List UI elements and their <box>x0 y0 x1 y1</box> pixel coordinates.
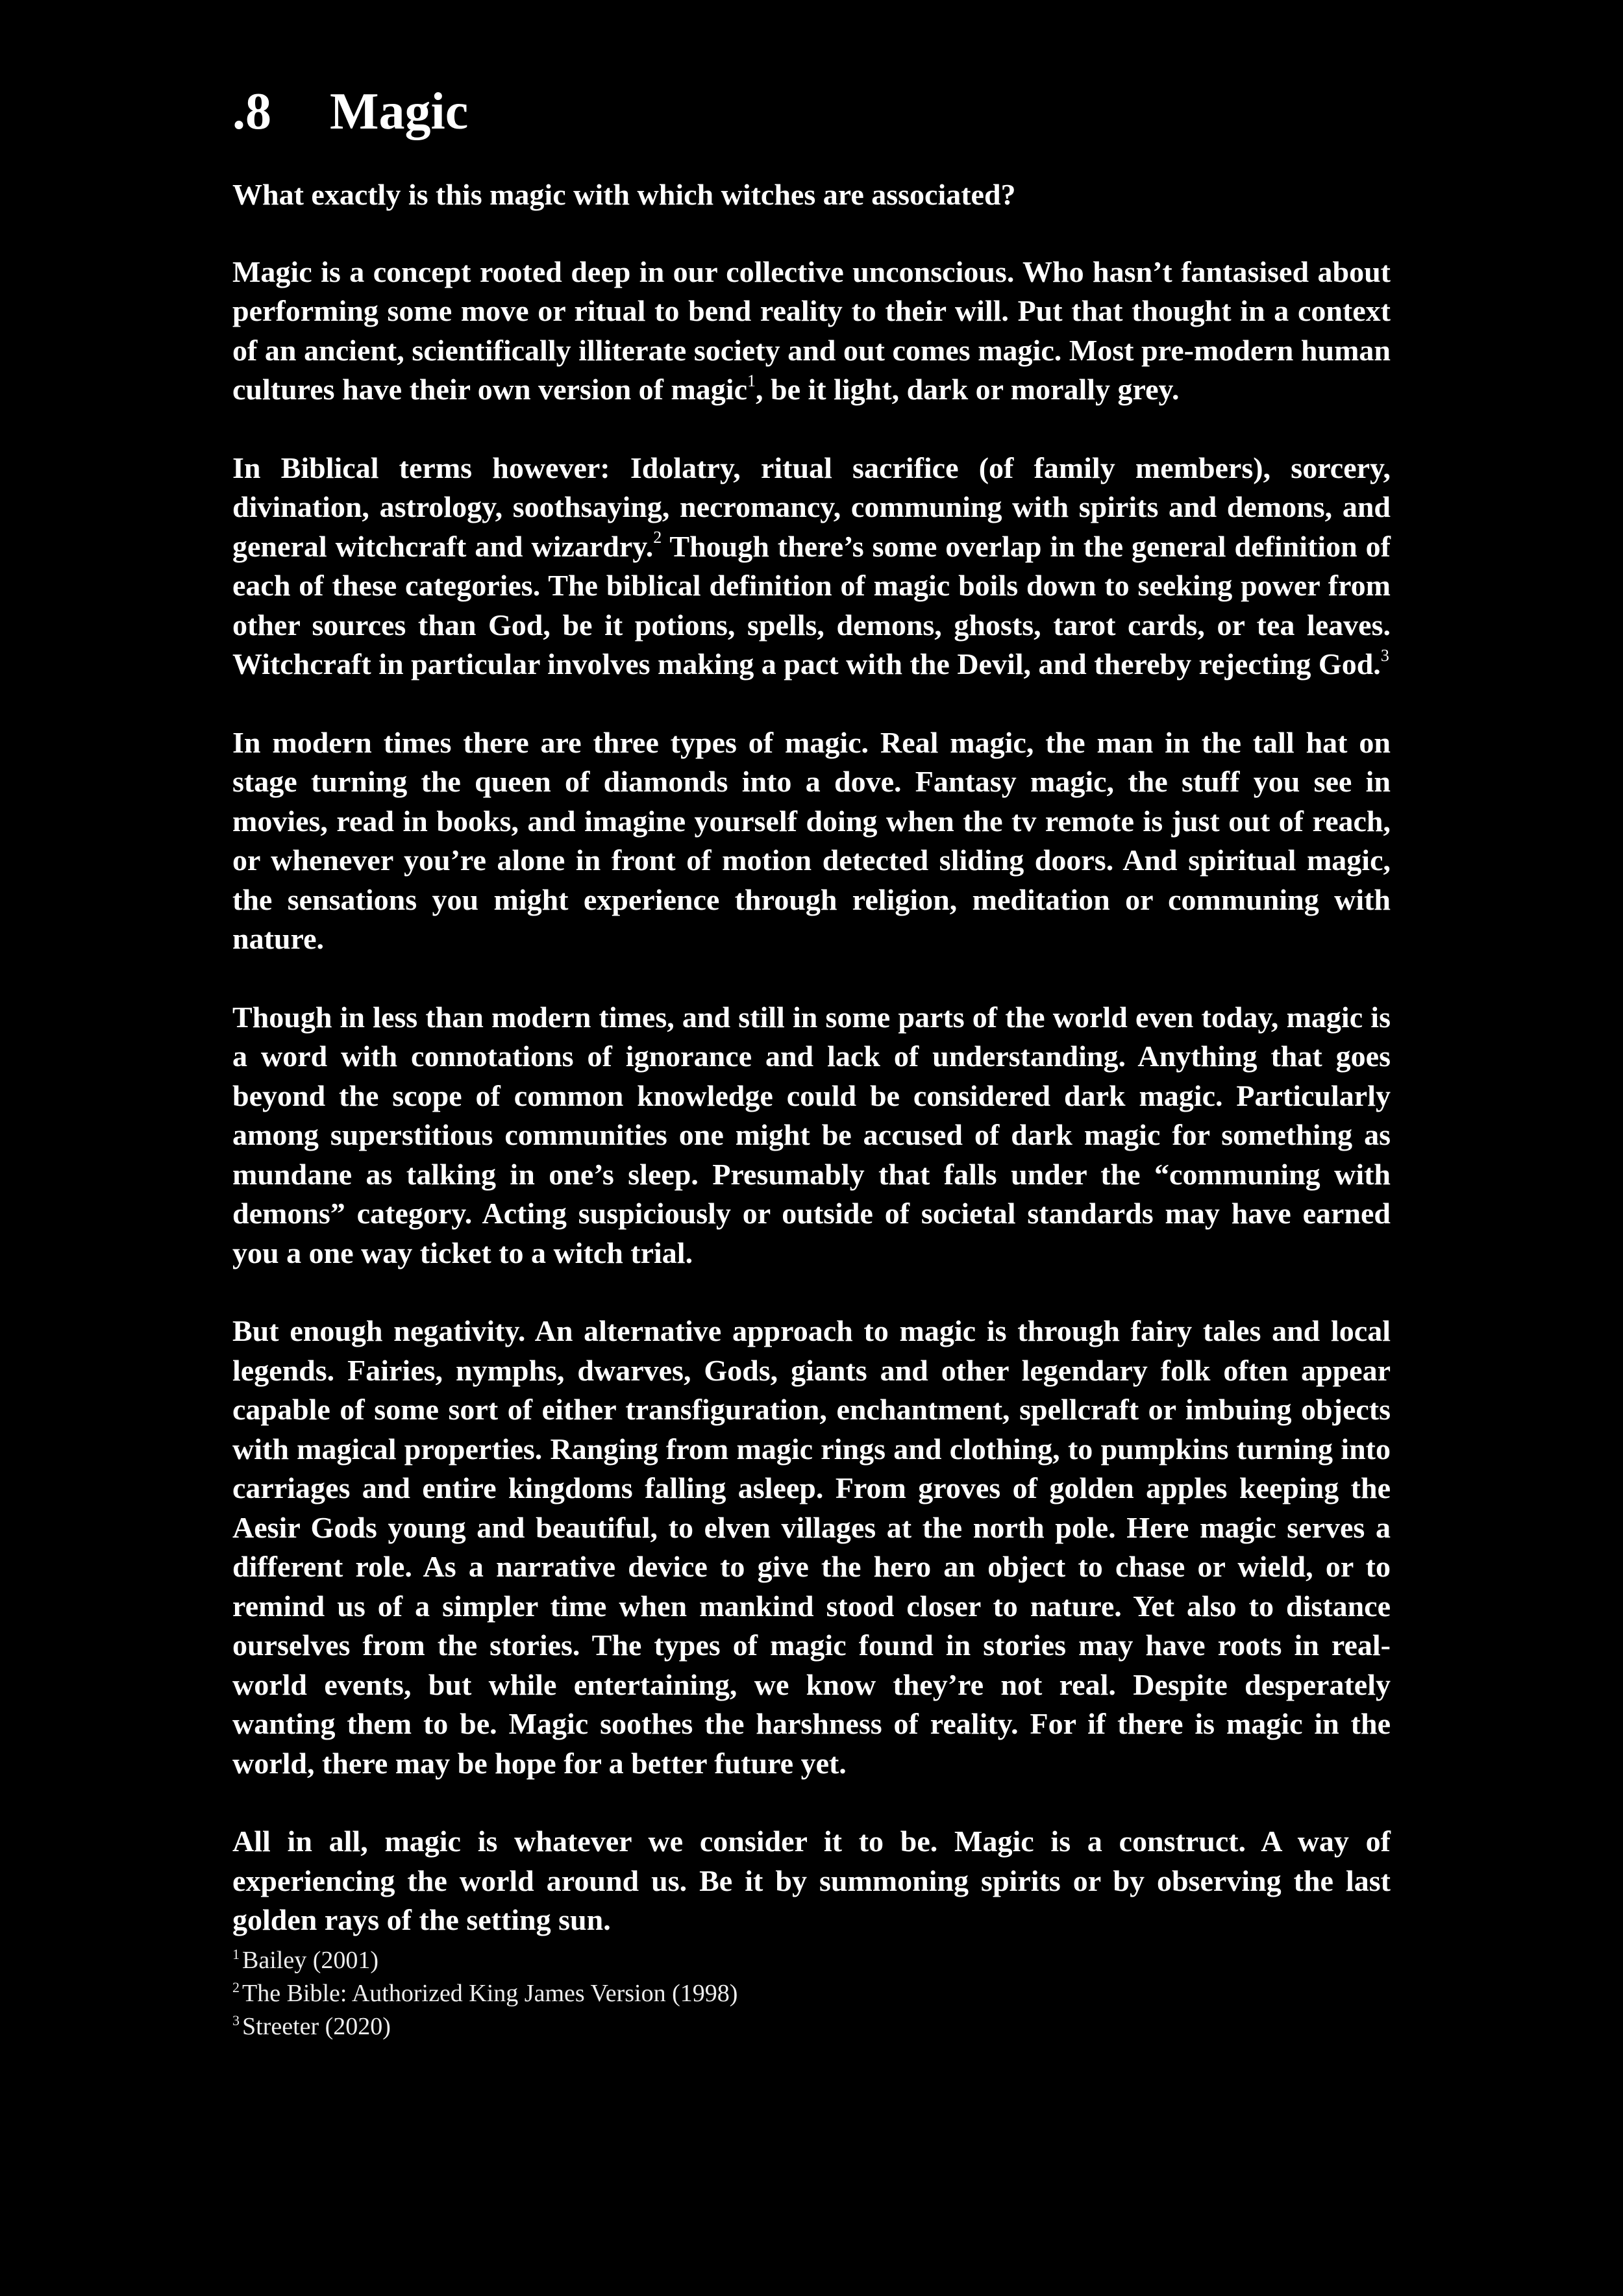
section-heading <box>232 83 1391 140</box>
footnote-mark: 1 <box>232 1945 240 1962</box>
paragraph-text: Though in less than modern times, and still in some parts of the world even today, magic is a word with connotations of ignorance and lack of understanding. Anything that goes beyond the scope of common knowledge could be considered dark magic. Particularly among superstitious communities one might be accused of dark magic for something as mundane as talking in one’s sleep. Presumably that falls under the “communing with demons” category. Acting suspiciously or outside of societal standards may have earned you a one way ticket to a witch trial. <box>232 1000 1391 1269</box>
footnote-text: The Bible: Authorized King James Version (1998) <box>242 1979 738 2007</box>
paragraph-biblical <box>232 449 1391 684</box>
footnote-item <box>232 1977 1391 2010</box>
footnote-text: Streeter (2020) <box>242 2012 391 2040</box>
paragraph-text: In Biblical terms however: Idolatry, ritual sacrifice (of family members), sorcery, divination, astrology, soothsaying, necromancy, communing with spirits and demons, and general witchcraft and wizardry. <box>232 451 1391 563</box>
paragraph-connotations <box>232 998 1391 1273</box>
paragraph-text: Magic is a concept rooted deep in our collective unconscious. Who hasn’t fantasised about performing some move or ritual to bend reality to their will. Put that thought in a context of an ancient, scientifically illiterate society and out comes magic. Most pre-modern human cultures have their own version of magic <box>232 255 1391 406</box>
footnote-reference[interactable]: 2 <box>653 528 662 547</box>
footnote-item <box>232 1944 1391 1977</box>
footnote-reference[interactable]: 3 <box>1380 645 1389 665</box>
section-number: .8 <box>232 83 271 140</box>
paragraph-fairy-tales <box>232 1312 1391 1783</box>
paragraph-intro-question <box>232 175 1391 215</box>
footnote-mark: 3 <box>232 2012 240 2028</box>
footnote-item <box>232 2010 1391 2043</box>
paragraph-text: All in all, magic is whatever we consider it to be. Magic is a construct. A way of experiencing the world around us. Be it by summoning spirits or by observing the last golden rays of the setting sun. <box>232 1825 1391 1936</box>
footnote-mark: 2 <box>232 1978 240 1995</box>
document-page <box>232 83 1391 2043</box>
paragraph-text: What exactly is this magic with which witches are associated? <box>232 178 1016 211</box>
footnotes <box>232 1944 1391 2043</box>
paragraph-text: Though there’s some overlap in the general definition of each of these categories. The biblical definition of magic boils down to seeking power from other sources than God, be it potions, spells, demons, ghosts, tarot cards, or tea leaves. Witchcraft in particular involves making a pact with the Devil, and thereby rejecting God. <box>232 529 1391 680</box>
paragraph-text: But enough negativity. An alternative approach to magic is through fairy tales and local legends. Fairies, nymphs, dwarves, Gods, giants and other legendary folk often appear capable of some sort of either transfiguration, enchantment, spellcraft or imbuing objects with magical properties. Ranging from magic rings and clothing, to pumpkins turning into carriages and entire kingdoms falling asleep. From groves of golden apples keeping the Aesir Gods young and beautiful, to elven villages at the north pole. Here magic serves a different role. As a narrative device to give the hero an object to chase or wield, or to remind us of a simpler time when mankind stood closer to nature. Yet also to distance ourselves from the stories. The types of magic found in stories may have roots in real-world events, but while entertaining, we know they’re not real. Despite desperately wanting them to be. Magic soothes the harshness of reality. For if there is magic in the world, there may be hope for a better future yet. <box>232 1314 1391 1780</box>
section-title: Magic <box>330 83 469 140</box>
paragraph-text: In modern times there are three types of magic. Real magic, the man in the tall hat on stage turning the queen of diamonds into a dove. Fantasy magic, the stuff you see in movies, read in books, and imagine yourself doing when the tv remote is just out of reach, or whenever you’re alone in front of motion detected sliding doors. And spiritual magic, the sensations you might experience through religion, meditation or communing with nature. <box>232 725 1391 955</box>
paragraph-conclusion <box>232 1822 1391 1940</box>
paragraph-modern-types <box>232 723 1391 959</box>
footnote-reference[interactable]: 1 <box>747 371 756 390</box>
footnote-text: Bailey (2001) <box>242 1946 379 1974</box>
paragraph-concept <box>232 253 1391 410</box>
paragraph-text: , be it light, dark or morally grey. <box>756 373 1180 406</box>
